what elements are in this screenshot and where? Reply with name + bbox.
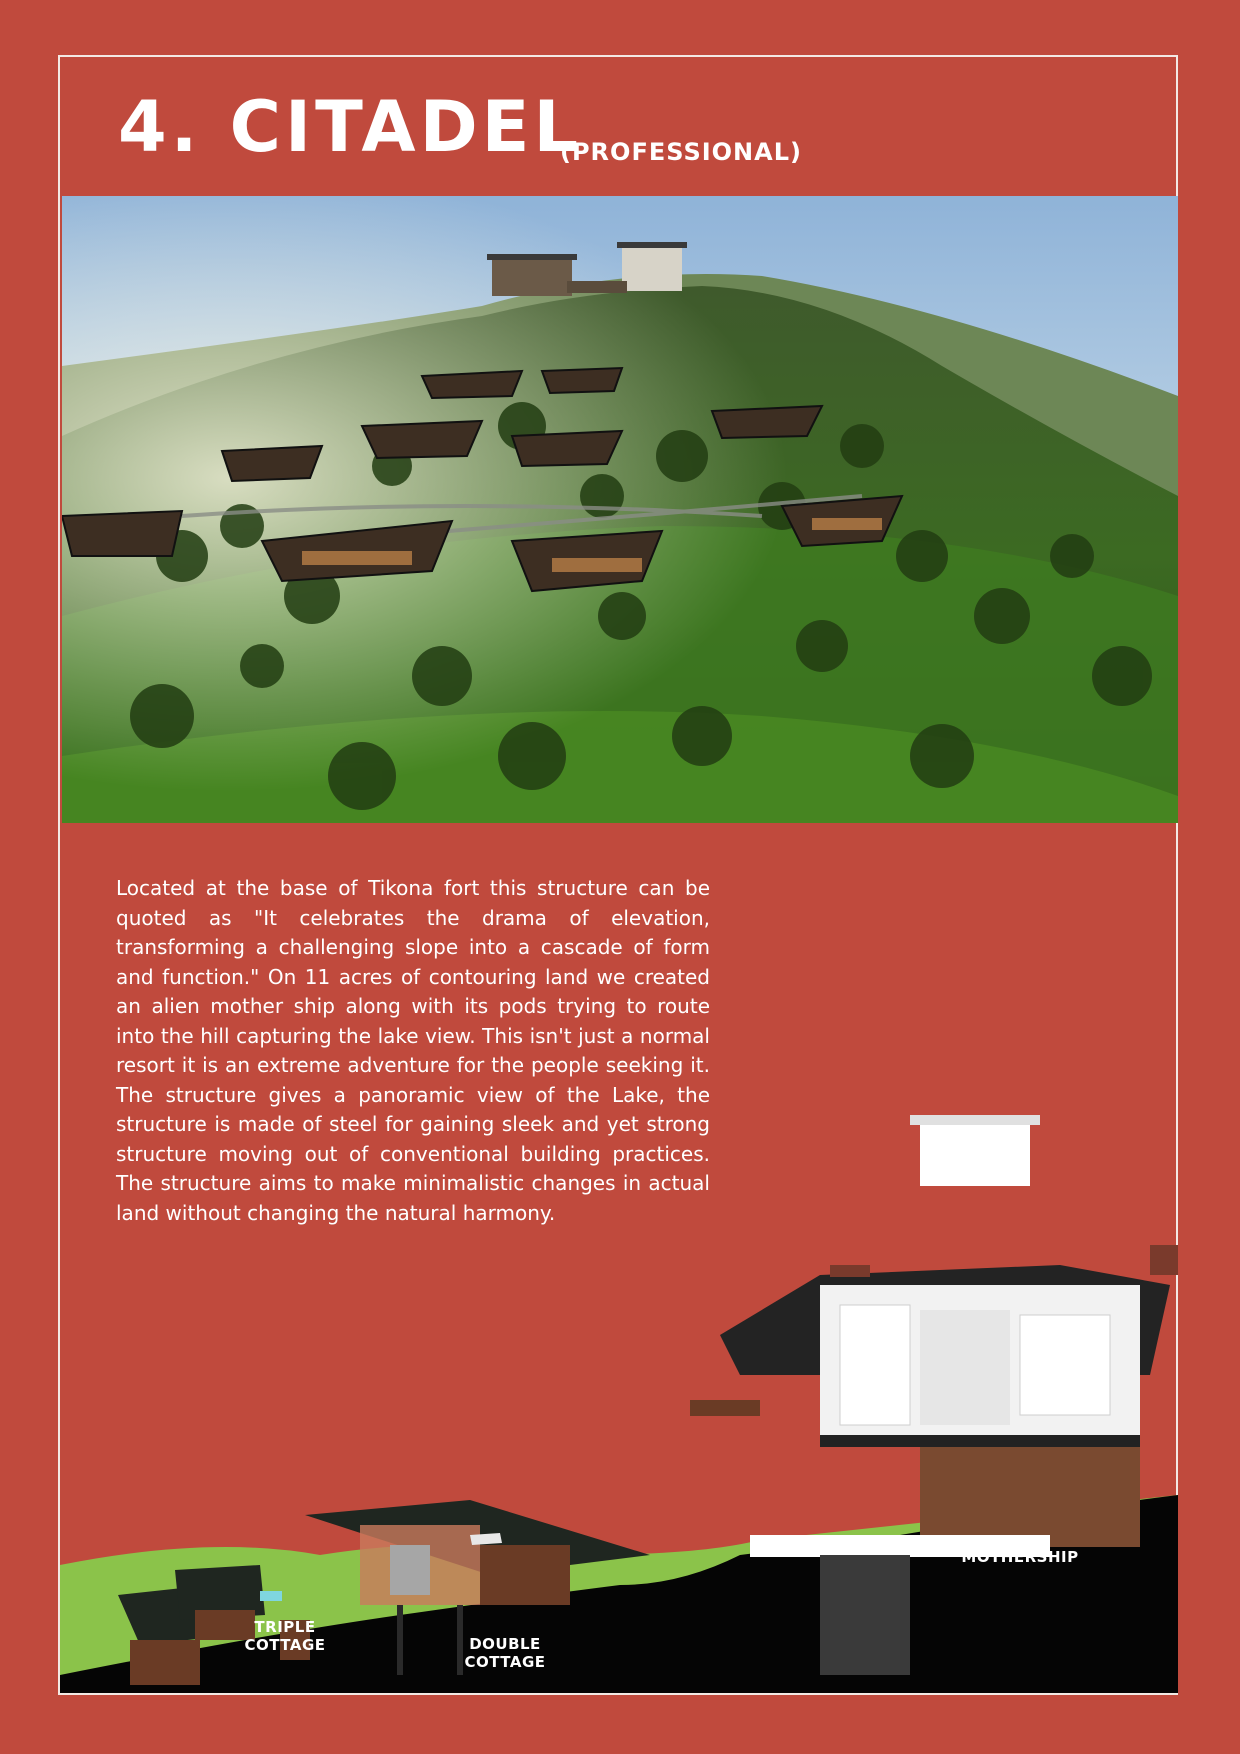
double-cottage-label: DOUBLE COTTAGE: [464, 1635, 546, 1671]
page-title: 4. CITADEL: [118, 86, 583, 168]
project-description: Located at the base of Tikona fort this structure can be quoted as "It celebrates the drama of elevation, transforming a challenging slope into a cascade of form and function." On 11 acres of contouring land we created an alien mother ship along with its pods trying to route into the hill capturing the lake view. This isn't just a normal resort it is an extreme adventure for the people seeking it. The structure gives a panoramic view of the Lake, the structure is made of steel for gaining sleek and yet strong structure moving out of conventional building practices. The structure aims to make minimalistic changes in actual land without changing the natural harmony.: [116, 876, 710, 1225]
mothership-label: MOTHERSHIP: [961, 1548, 1079, 1566]
page-subtitle: (PROFESSIONAL): [560, 138, 802, 166]
resort-render-image: [62, 196, 1178, 823]
section-diagram: [60, 1115, 1178, 1693]
triple-cottage-label: TRIPLE COTTAGE: [244, 1618, 326, 1654]
